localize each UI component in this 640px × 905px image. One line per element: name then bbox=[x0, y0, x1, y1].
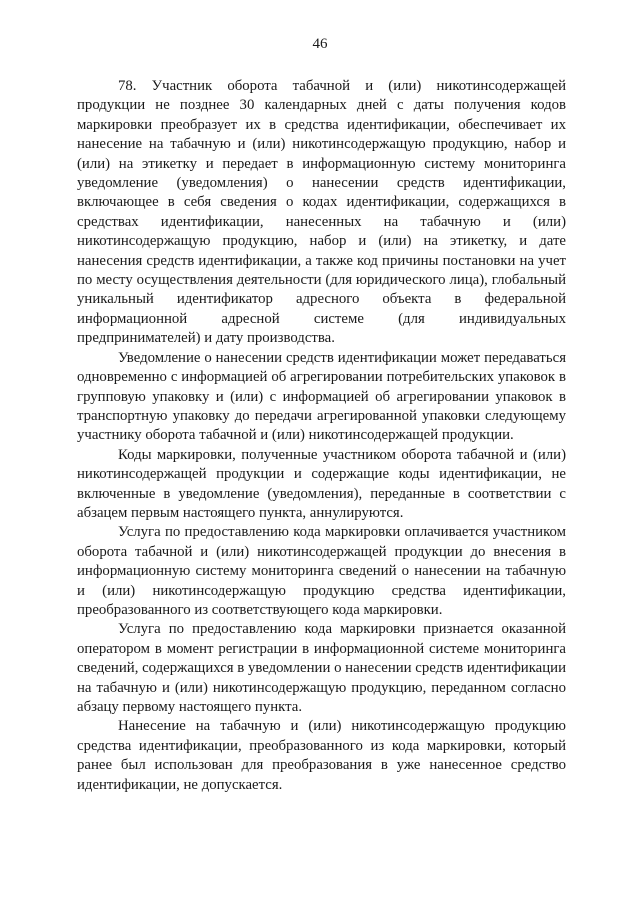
paragraph-reuse-prohibited: Нанесение на табачную и (или) никотинсодержащую продукцию средства идентификации, преобразованного из кода маркировки, который ранее был использован для преобразования в уже нанесенное средство идентификации, не допускается. bbox=[77, 718, 566, 793]
paragraph-codes-annulled: Коды маркировки, полученные участником оборота табачной и (или) никотинсодержащей продукции и содержащие коды идентификации, не включенные в уведомление (уведомления), переданные в соответствии с абзацем первым настоящего пункта, аннулируются. bbox=[77, 446, 566, 521]
paragraph-item-78: 78. Участник оборота табачной и (или) никотинсодержащей продукции не позднее 30 календарных дней с даты получения кодов маркировки преобразует их в средства идентификации, обеспечивает их нанесение на табачную и (или) никотинсодержащую продукцию, набор и (или) на этикетку и передает в информационную систему мониторинга уведомление (уведомления) о нанесении средств идентификации, включающее в себя сведения о кодах идентификации, содержащихся в средствах идентификации, нанесенных на табачную и (или) никотинсодержащую продукцию, набор и (или) на этикетку, и дате нанесения средств идентификации, а также код причины постановки на учет по месту осуществления деятельности (для юридического лица), глобальный уникальный идентификатор адресного объекта в федеральной информационной адресной системе (для индивидуальных предпринимателей) и дату производства. bbox=[77, 78, 566, 347]
paragraph-service-payment: Услуга по предоставлению кода маркировки оплачивается участником оборота табачной и (или) никотинсодержащей продукции до внесения в информационную систему мониторинга сведений о нанесении на табачную и (или) никотинсодержащую продукцию средства идентификации, преобразованного из соответствующего кода маркировки. bbox=[77, 524, 566, 618]
page-number: 46 bbox=[312, 36, 328, 52]
paragraph-notification-aggregation: Уведомление о нанесении средств идентификации может передаваться одновременно с информацией об агрегировании потребительских упаковок в групповую упаковку и (или) с информацией об агрегировании упаковок в транспортную упаковку до передачи агрегированной упаковки следующему участнику оборота табачной и (или) никотинсодержащей продукции. bbox=[77, 349, 566, 444]
document-body bbox=[77, 77, 566, 795]
paragraph-service-rendered: Услуга по предоставлению кода маркировки признается оказанной оператором в момент регистрации в информационной системе мониторинга сведений, содержащихся в уведомлении о нанесении средств идентификации на табачную и (или) никотинсодержащую продукцию, переданном согласно абзацу первому настоящего пункта. bbox=[77, 621, 566, 715]
